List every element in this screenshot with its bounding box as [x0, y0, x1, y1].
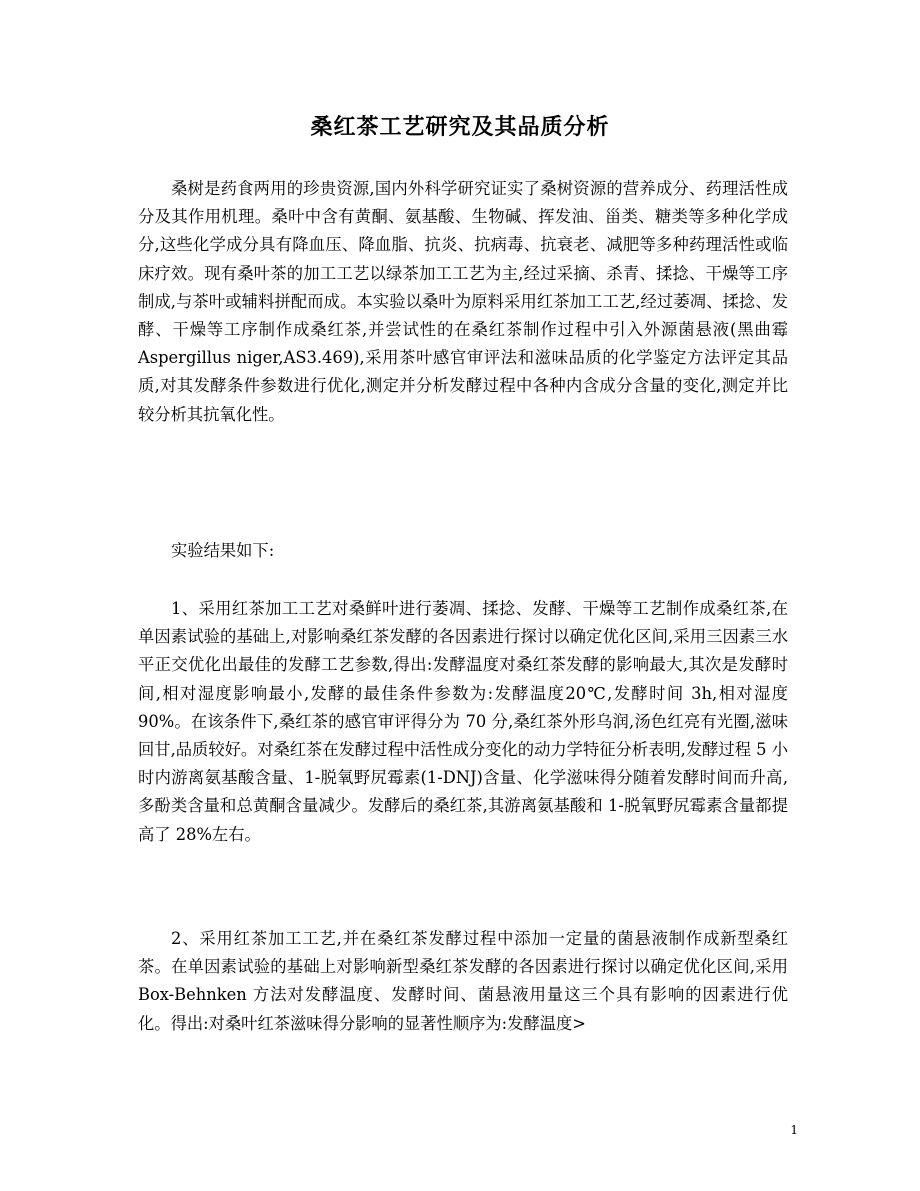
document-title: 桑红茶工艺研究及其品质分析: [310, 114, 610, 140]
page-number: 1: [790, 1123, 798, 1137]
paragraph-result-1: 1、采用红茶加工工艺对桑鲜叶进行萎凋、揉捻、发酵、干燥等工艺制作成桑红茶,在单因素试验的基础上,对影响桑红茶发酵的各因素进行探讨以确定优化区间,采用三因素三水平正交优化出最佳的发酵工艺参数,得出:发酵温度对桑红茶发酵的影响最大,其次是发酵时间,相对湿度影响最小,发酵的最佳条件参数为:发酵温度20℃,发酵时间 3h,相对湿度 90%。在该条件下,桑红茶的感官审评得分为 70 分,桑红茶外形乌润,汤色红亮有光圈,滋味回甘,品质较好。对桑红茶在发酵过程中活性成分变化的动力学特征分析表明,发酵过程 5 小时内游离氨基酸含量、1-脱氧野尻霉素(1-DNJ)含量、化学滋味得分随着发酵时间而升高,多酚类含量和总黄酮含量减少。发酵后的桑红茶,其游离氨基酸和 1-脱氧野尻霉素含量都提高了 28%左右。: [138, 599, 788, 844]
paragraph-results-heading: 实验结果如下:: [171, 541, 275, 560]
paragraph-intro: 桑树是药食两用的珍贵资源,国内外科学研究证实了桑树资源的营养成分、药理活性成分及其作用机理。桑叶中含有黄酮、氨基酸、生物碱、挥发油、甾类、糖类等多种化学成分,这些化学成分具有降血压、降血脂、抗炎、抗病毒、抗衰老、减肥等多种药理活性或临床疗效。现有桑叶茶的加工工艺以绿茶加工工艺为主,经过采摘、杀青、揉捻、干燥等工序制成,与茶叶或辅料拼配而成。本实验以桑叶为原料采用红茶加工工艺,经过萎凋、揉捻、发酵、干燥等工序制作成桑红茶,并尝试性的在桑红茶制作过程中引入外源菌悬液(黑曲霉 Aspergillus niger,AS3.469),采用茶叶感官审评法和滋味品质的化学鉴定方法评定其品质,对其发酵条件参数进行优化,测定并分析发酵过程中各种内含成分含量的变化,测定并比较分析其抗氧化性。: [138, 179, 788, 424]
paragraph-result-2: 2、采用红茶加工工艺,并在桑红茶发酵过程中添加一定量的菌悬液制作成新型桑红茶。在单因素试验的基础上对影响新型桑红茶发酵的各因素进行探讨以确定优化区间,采用 Box-Behnken 方法对发酵温度、发酵时间、菌悬液用量这三个具有影响的因素进行优化。得出:对桑叶红茶滋味得分影响的显著性顺序为:发酵温度>: [138, 929, 788, 1033]
